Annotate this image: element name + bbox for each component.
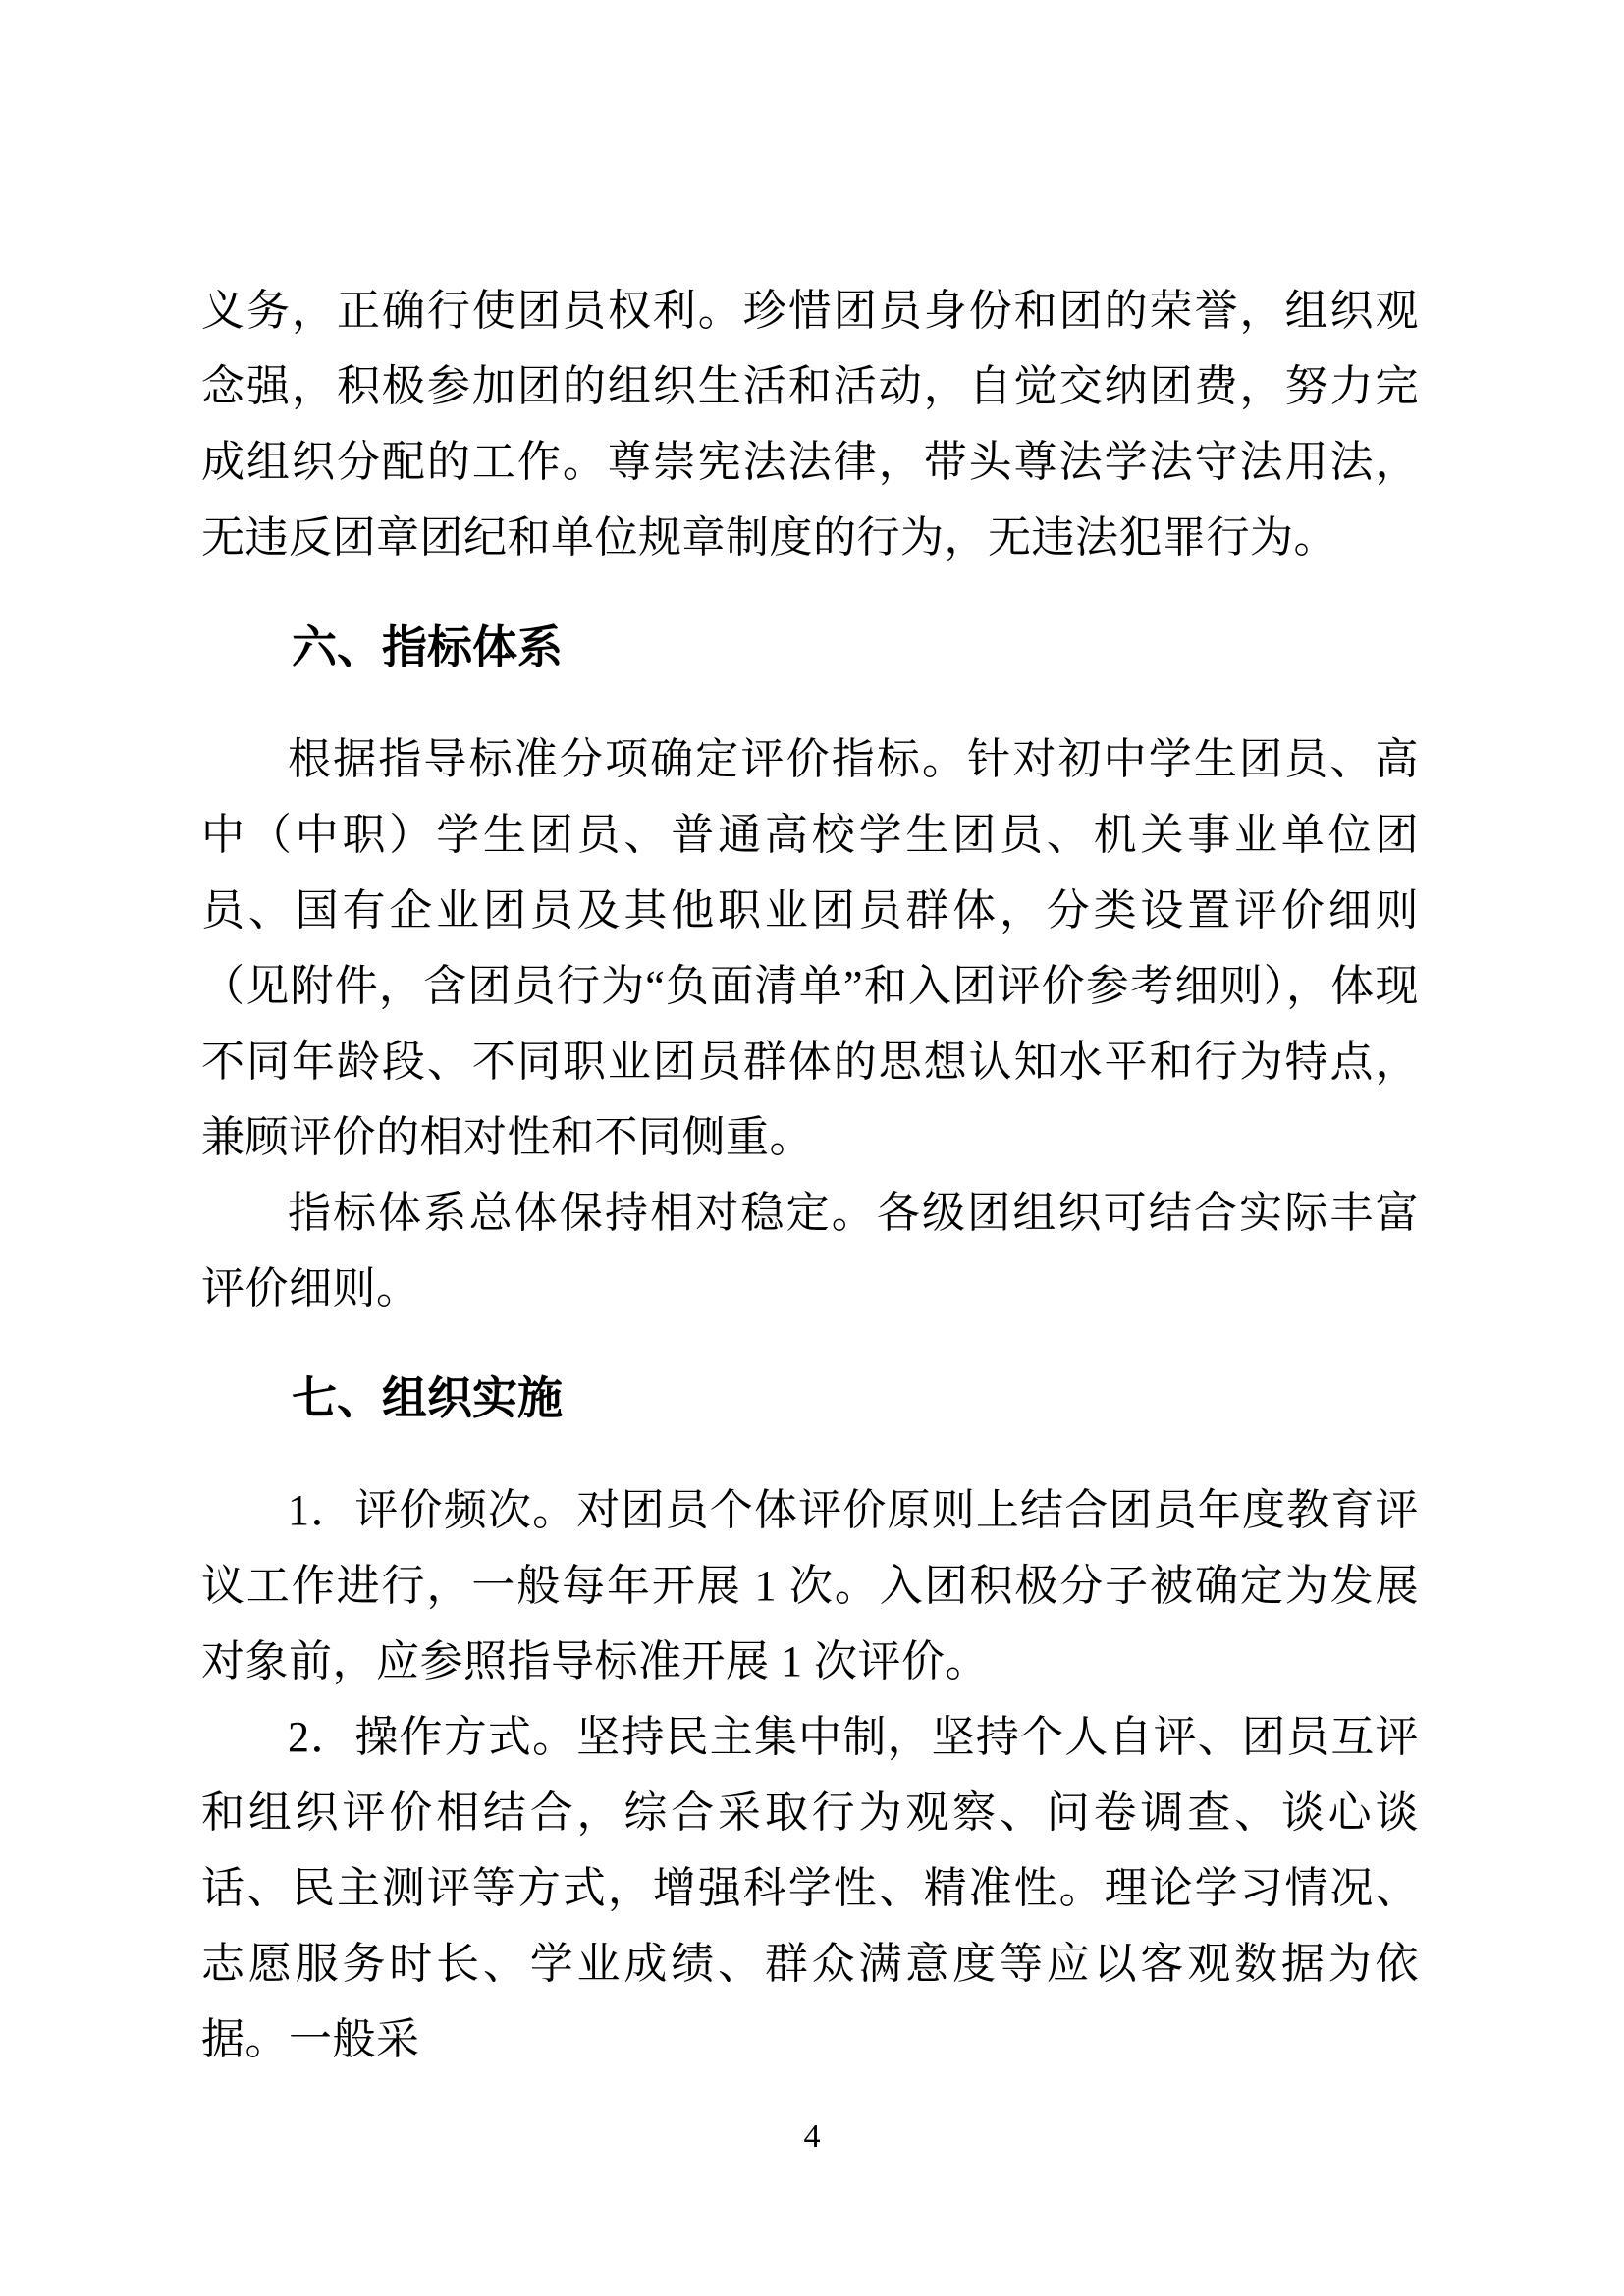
paragraph-item-2: 2．操作方式。坚持民主集中制，坚持个人自评、团员互评和组织评价相结合，综合采取行为观察、问卷调查、谈心谈话、民主测评等方式，增强科学性、精准性。理论学习情况、志愿服务时长、学业成绩、群众满意度等应以客观数据为依据。一般采 xyxy=(201,1713,1419,2063)
section-heading-7: 七、组织实施 xyxy=(292,1373,563,1423)
paragraph-continuation: 义务，正确行使团员权利。珍惜团员身份和团的荣誉，组织观念强，积极参加团的组织生活和活动，自觉交纳团费，努力完成组织分配的工作。尊崇宪法法律，带头尊法学法守法用法，无违反团章团纪和单位规章制度的行为，无违法犯罪行为。 xyxy=(201,287,1419,561)
page-number: 4 xyxy=(803,2118,821,2155)
paragraph: 根据指导标准分项确定评价指标。针对初中学生团员、高中（中职）学生团员、普通高校学生团员、机关事业单位团员、国有企业团员及其他职业团员群体，分类设置评价细则（见附件，含团员行为“负面清单”和入团评价参考细则），体现不同年龄段、不同职业团员群体的思想认知水平和行为特点，兼顾评价的相对性和不同侧重。 xyxy=(201,735,1419,1161)
paragraph-item-1: 1．评价频次。对团员个体评价原则上结合团员年度教育评议工作进行，一般每年开展 1 次。入团积极分子被确定为发展对象前，应参照指导标准开展 1 次评价。 xyxy=(201,1486,1419,1685)
paragraph: 指标体系总体保持相对稳定。各级团组织可结合实际丰富评价细则。 xyxy=(201,1189,1419,1312)
page-content xyxy=(201,273,1419,2077)
section-heading-6: 六、指标体系 xyxy=(292,622,563,672)
